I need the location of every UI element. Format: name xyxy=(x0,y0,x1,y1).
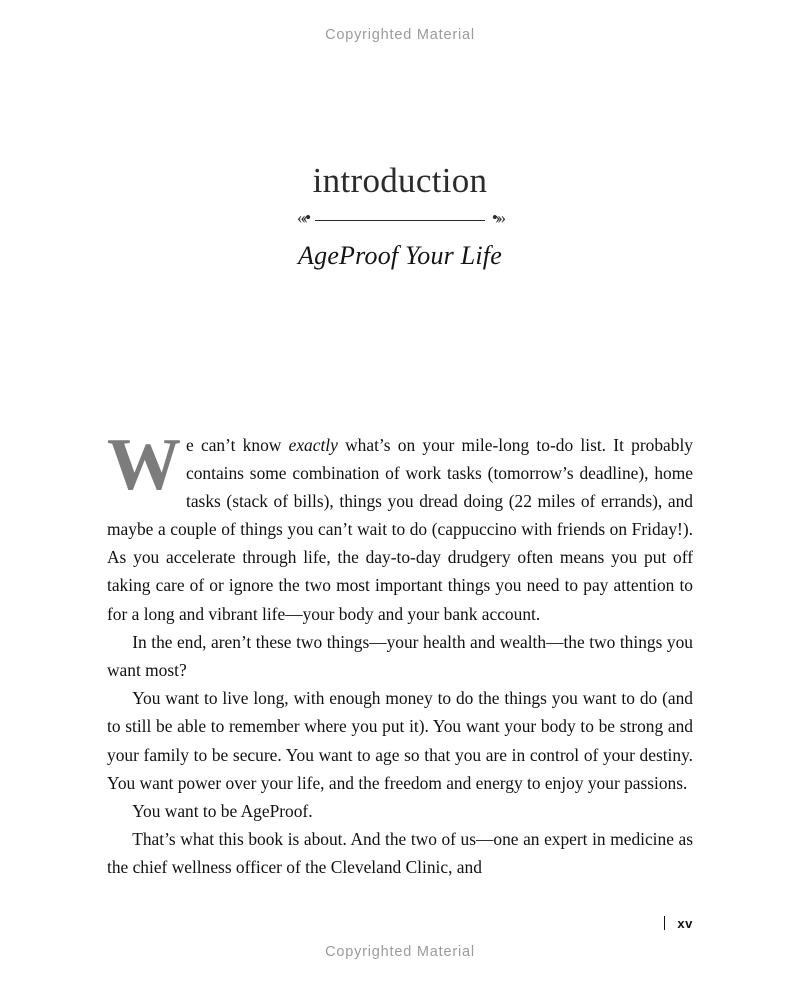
paragraph-2: In the end, aren’t these two things—your health and wealth—the two things you want most? xyxy=(107,631,693,680)
paragraph-5: That’s what this book is about. And the two of us—one an expert in medicine as the chief wellness officer of the Cleveland Clinic, and xyxy=(107,829,693,878)
paragraph-1-emphasis: exactly xyxy=(288,434,338,455)
paragraph-4: You want to be AgeProof. xyxy=(132,800,313,821)
chapter-heading-block xyxy=(107,162,693,271)
folio-rule xyxy=(664,916,666,930)
ornament-right-icon: •›» xyxy=(491,207,503,227)
paragraph-1-part-b: what’s on your mile-long to-do list. It probably contains some combination of work tasks (tomorrow’s deadline), home tasks (stack of bills), things you dread doing (22 miles of errands), and maybe a couple of things you can’t wait to do (cappuccino with friends on Friday!). As you accelerate through life, the day-to-day drudgery often means you put off taking care of or ignore the two most important things you need to pay attention to for a long and vibrant life—your body and your bank account. xyxy=(107,434,693,624)
paragraph-1 xyxy=(107,423,693,628)
page-title: introduction xyxy=(312,161,488,200)
page-content xyxy=(107,0,693,987)
paragraph-1-part-a: e can’t know xyxy=(186,434,289,455)
paragraph-3: You want to live long, with enough money to do the things you want to do (and to still be able to remember where you put it). You want your body to be strong and your family to be secure. You want to age so that you are in control of your destiny. You want power over your life, and the freedom and energy to enjoy your passions. xyxy=(107,688,693,793)
body-text xyxy=(107,423,693,882)
page-number: xv xyxy=(677,916,693,931)
divider-ornament xyxy=(297,207,503,231)
drop-cap: W xyxy=(107,423,181,506)
ornament-left-icon: «‹• xyxy=(297,207,309,227)
copyright-watermark-top: Copyrighted Material xyxy=(325,27,475,43)
ornament-rule xyxy=(315,220,485,222)
chapter-subtitle: AgeProof Your Life xyxy=(298,240,502,270)
copyright-watermark-bottom: Copyrighted Material xyxy=(325,944,475,960)
page-folio xyxy=(107,916,693,931)
